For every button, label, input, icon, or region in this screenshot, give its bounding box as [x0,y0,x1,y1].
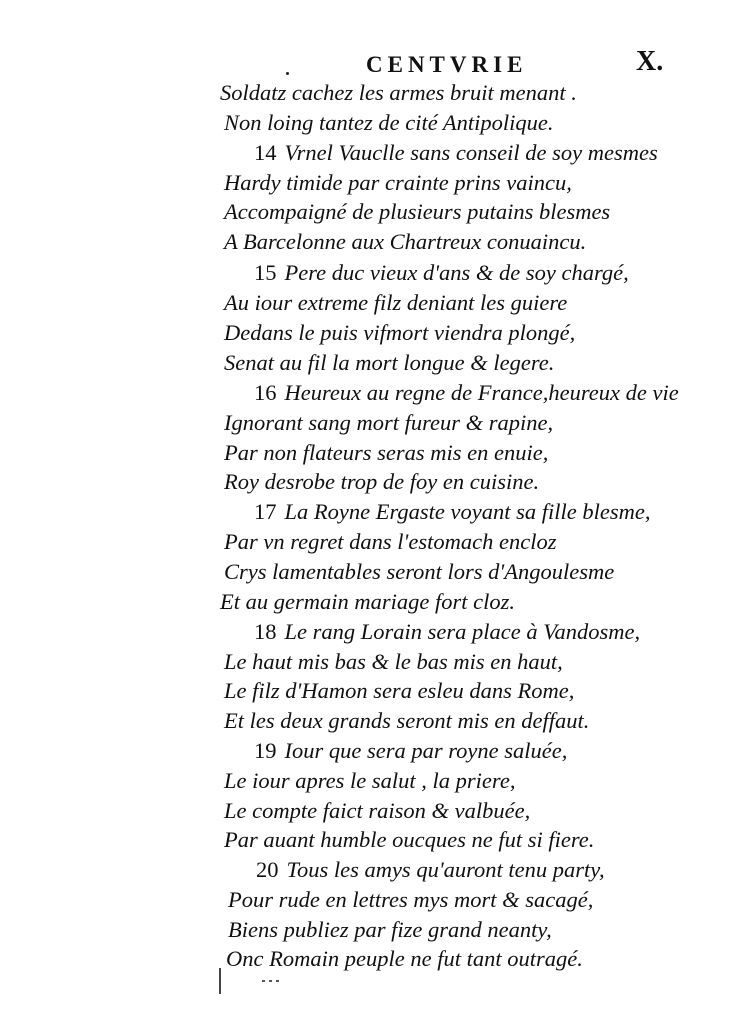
verse-line [224,800,530,823]
verse-line [224,770,515,793]
verse-line [254,262,629,285]
verse-line [254,740,567,763]
verse-line [224,710,589,733]
verse-text: Hardy timide par crainte prins vaincu, [224,170,572,195]
verse-line [224,680,574,703]
verse-line [220,591,515,614]
verse-line [228,889,593,912]
verse-text: Par auant humble oucques ne fut si fiere. [224,827,595,852]
verse-line [226,948,583,971]
verse-text: Le compte faict raison & valbuée, [224,798,531,823]
margin-mark [219,968,221,994]
verse-line [228,919,552,942]
verse-text: Onc Romain peuple ne fut tant outragé. [226,946,583,971]
verse-line [224,231,586,254]
verse-text: Le filz d'Hamon sera esleu dans Rome, [224,678,575,703]
verse-text: A Barcelonne aux Chartreux conuaincu. [224,229,587,254]
verse-line [224,442,548,465]
verse-text: Dedans le puis vifmort viendra plongé, [224,320,576,345]
verse-line [254,501,650,524]
verse-text: Par non flateurs seras mis en enuie, [224,440,549,465]
verse-line [224,352,554,375]
quatrain-number: 14 [254,140,277,165]
verse-line [224,112,554,135]
verse-text: Pour rude en lettres mys mort & sacagé, [228,887,594,912]
verse-text: Soldatz cachez les armes bruit menant . [220,80,577,105]
verse-line [220,82,577,105]
verse-text: Iour que sera par royne saluée, [284,738,568,763]
folio-number: X. [636,46,664,77]
quatrain-number: 17 [254,499,277,524]
quatrain-number: 19 [254,738,277,763]
verse-text: Crys lamentables seront lors d'Angoulesme [224,559,615,584]
verse-text: Ignorant sang mort fureur & rapine, [224,410,554,435]
verse-text: Le rang Lorain sera place à Vandosme, [284,619,641,644]
verse-text: Biens publiez par fize grand neanty, [228,917,552,942]
verse-text: Et les deux grands seront mis en deffaut. [224,708,590,733]
verse-line [224,561,614,584]
verse-text: Non loing tantez de cité Antipolique. [224,110,554,135]
verse-text: Heureux au regne de France,heureux de vie [284,380,679,405]
verse-text: Au iour extreme filz deniant les guiere [224,290,568,315]
verse-line [224,412,553,435]
verse-line [224,471,539,494]
header-dot [286,72,289,75]
verse-text: La Royne Ergaste voyant sa fille blesme, [284,499,651,524]
margin-dots [262,980,282,982]
verse-text: Vrnel Vauclle sans conseil de soy mesmes [284,140,658,165]
quatrain-number: 15 [254,260,277,285]
verse-line [224,201,610,224]
verse-text: Pere duc vieux d'ans & de soy chargé, [284,260,629,285]
verse-line [254,621,640,644]
verse-text: Roy desrobe trop de foy en cuisine. [224,469,540,494]
running-head: CENTVRIE [366,52,528,77]
verse-text: Le iour apres le salut , la priere, [224,768,516,793]
verse-text: Et au germain mariage fort cloz. [220,589,515,614]
quatrain-number: 18 [254,619,277,644]
verse-line [224,651,563,674]
verse-text: Par vn regret dans l'estomach encloz [224,529,557,554]
verse-line [224,829,594,852]
verse-text: Le haut mis bas & le bas mis en haut, [224,649,563,674]
verse-line [224,292,567,315]
verse-text: Senat au fil la mort longue & legere. [224,350,555,375]
verse-line [254,382,679,405]
quatrain-number: 20 [256,857,279,882]
verse-line [224,322,575,345]
verse-line [224,531,556,554]
quatrain-number: 16 [254,380,277,405]
verse-line [254,142,658,165]
verse-text: Tous les amys qu'auront tenu party, [286,857,605,882]
verse-line [224,172,572,195]
verse-text: Accompaigné de plusieurs putains blesmes [224,199,611,224]
verse-line [256,859,605,882]
